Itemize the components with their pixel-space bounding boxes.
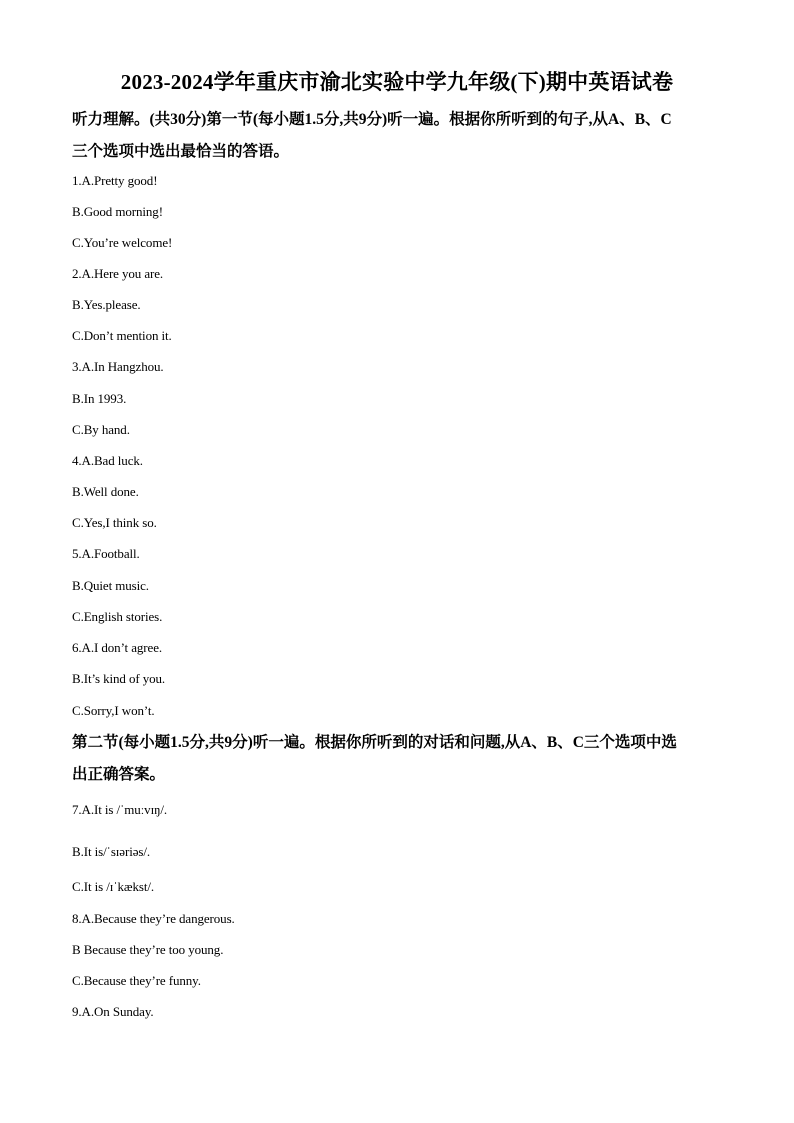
option-3c: C.By hand. [72,422,130,437]
option-5a: 5.A.Football. [72,546,140,561]
option-4a: 4.A.Bad luck. [72,453,143,468]
option-1a: 1.A.Pretty good! [72,173,158,188]
option-6c: C.Sorry,I won’t. [72,703,155,718]
option-2c: C.Don’t mention it. [72,328,172,343]
option-3a: 3.A.In Hangzhou. [72,359,164,374]
option-4c: C.Yes,I think so. [72,515,157,530]
option-7b: B.It is/ˈsɪəriəs/. [72,844,150,859]
section2-instruction-line2: 出正确答案。 [72,766,166,783]
section1-instruction [72,104,732,168]
section2-instruction [72,727,732,791]
section1-instruction-line1: 听力理解。(共30分)第一节(每小题1.5分,共9分)听一遍。根据你所听到的句子,从A、B、C [72,111,672,128]
section1-instruction-line2: 三个选项中选出最恰当的答语。 [72,143,290,160]
option-2a: 2.A.Here you are. [72,266,164,281]
option-5b: B.Quiet music. [72,578,149,593]
page-title: 2023-2024学年重庆市渝北实验中学九年级(下)期中英语试卷 [120,70,674,94]
option-7a: 7.A.It is /ˈmuːvɪŋ/. [72,802,168,817]
option-1b: B.Good morning! [72,204,163,219]
section2-instruction-line1: 第二节(每小题1.5分,共9分)听一遍。根据你所听到的对话和问题,从A、B、C三个选项中选 [72,734,677,751]
option-1c: C.You’re welcome! [72,235,173,250]
option-8a: 8.A.Because they’re dangerous. [72,911,235,926]
option-6b: B.It’s kind of you. [72,671,166,686]
option-8c: C.Because they’re funny. [72,973,201,988]
option-7c: C.It is /ɪˈkækst/. [72,879,154,894]
option-4b: B.Well done. [72,484,139,499]
option-3b: B.In 1993. [72,391,127,406]
option-6a: 6.A.I don’t agree. [72,640,163,655]
option-5c: C.English stories. [72,609,163,624]
option-9a: 9.A.On Sunday. [72,1004,154,1019]
option-2b: B.Yes.please. [72,297,141,312]
option-8b: B Because they’re too young. [72,942,224,957]
